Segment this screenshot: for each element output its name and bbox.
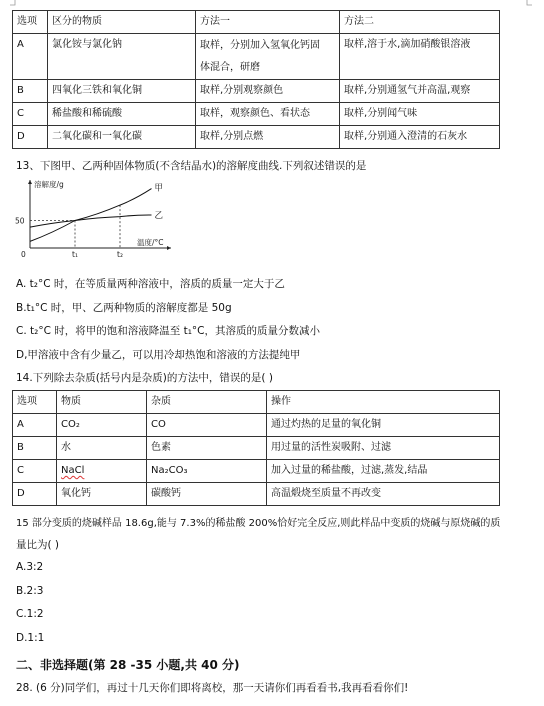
row-method-1: 取样，观察颜色、看状态 xyxy=(196,103,340,126)
row-option: D xyxy=(13,126,48,149)
row-method-1: 取样,分别点燃 xyxy=(196,126,340,149)
row-substance: 稀盐酸和稀硫酸 xyxy=(48,103,196,126)
y-axis-label: 溶解度/g xyxy=(34,180,64,189)
table-header-row xyxy=(13,11,500,34)
method-1-line-1: 取样，分别加入氢氧化钙固 xyxy=(200,39,320,51)
q15-option-c: C.1:2 xyxy=(16,608,44,620)
series-label-1: 乙 xyxy=(154,211,164,221)
y-tick-label: 50 xyxy=(15,216,25,226)
row-option: C xyxy=(13,103,48,126)
row-operation: 高温煅烧至质量不再改变 xyxy=(267,483,500,506)
table-row xyxy=(13,483,500,506)
section-2-heading: 二、非选择题(第 28 -35 小题,共 40 分) xyxy=(16,658,240,672)
row-method-2: 取样,分别通入澄清的石灰水 xyxy=(340,126,500,149)
row-substance: CO₂ xyxy=(57,414,147,437)
row-substance: 水 xyxy=(57,437,147,460)
crop-mark-right xyxy=(526,0,532,6)
q14-stem: 14.下列除去杂质(括号内是杂质)的方法中，错误的是( ) xyxy=(16,372,273,384)
header-impurity: 杂质 xyxy=(147,391,267,414)
q28-text: 28. (6 分)同学们，再过十几天你们即将离校，那一天请你们再看看书,我再看看你们! xyxy=(16,682,409,694)
q13-option-d: D,甲溶液中含有少量乙，可以用冷却热饱和溶液的方法提纯甲 xyxy=(16,349,301,361)
row-operation: 加入过量的稀盐酸，过滤,蒸发,结晶 xyxy=(267,460,500,483)
crop-mark-left xyxy=(10,0,16,6)
table-row xyxy=(13,34,500,80)
row-impurity: 碳酸钙 xyxy=(147,483,267,506)
method-1-line-2: 体混合，研磨 xyxy=(200,61,260,73)
row-option: C xyxy=(13,460,57,483)
row-impurity: 色素 xyxy=(147,437,267,460)
header-option: 选项 xyxy=(13,391,57,414)
row-substance xyxy=(57,460,147,483)
table-row xyxy=(13,460,500,483)
header-option: 选项 xyxy=(13,11,48,34)
origin-label: 0 xyxy=(21,250,26,259)
series-curve-1 xyxy=(30,215,152,227)
row-substance: 氧化钙 xyxy=(57,483,147,506)
x-axis-arrow xyxy=(167,246,171,250)
series-label-0: 甲 xyxy=(154,183,164,194)
row-substance: 二氧化碳和一氧化碳 xyxy=(48,126,196,149)
q15-option-d: D.1:1 xyxy=(16,632,45,644)
row-operation: 用过量的活性炭吸附、过滤 xyxy=(267,437,500,460)
row-impurity: Na₂CO₃ xyxy=(147,460,267,483)
nacl-text: NaCl xyxy=(61,465,85,476)
row-method-2: 取样,分别通氢气并高温,观察 xyxy=(340,80,500,103)
table-row xyxy=(13,126,500,149)
row-option: B xyxy=(13,80,48,103)
row-option: B xyxy=(13,437,57,460)
row-substance: 氯化铵与氯化钠 xyxy=(48,34,196,80)
table-row xyxy=(13,103,500,126)
header-substance: 物质 xyxy=(57,391,147,414)
x-tick-t1: t₁ xyxy=(72,250,78,259)
row-method-1 xyxy=(196,34,340,80)
header-method-2: 方法二 xyxy=(340,11,500,34)
x-tick-t2: t₂ xyxy=(117,250,123,259)
q15-stem-line-1: 15 部分变质的烧碱样品 18.6g,能与 7.3%的稀盐酸 200%恰好完全反应,则此样品中变质的烧碱与原烧碱的质 xyxy=(16,518,501,529)
header-operation: 操作 xyxy=(267,391,500,414)
q13-option-a: A. t₂°C 时，在等质量两种溶液中，溶质的质量一定大于乙 xyxy=(16,278,285,290)
table-row xyxy=(13,80,500,103)
q15-stem-line-2: 量比为( ) xyxy=(16,539,60,551)
row-method-2: 取样,分别闻气味 xyxy=(340,103,500,126)
y-axis-arrow xyxy=(28,180,32,184)
row-operation: 通过灼热的足量的氧化铜 xyxy=(267,414,500,437)
identification-table xyxy=(12,10,500,149)
x-axis-label: 温度/°C xyxy=(137,238,164,247)
header-substance: 区分的物质 xyxy=(48,11,196,34)
q13-stem: 13、下图甲、乙两种固体物质(不含结晶水)的溶解度曲线.下列叙述错误的是 xyxy=(16,160,367,172)
q15-option-a: A.3:2 xyxy=(16,561,44,573)
q13-option-b: B.t₁°C 时，甲、乙两种物质的溶解度都是 50g xyxy=(16,302,232,314)
row-method-1: 取样,分别观察颜色 xyxy=(196,80,340,103)
row-substance: 四氧化三铁和氧化铜 xyxy=(48,80,196,103)
row-option: A xyxy=(13,414,57,437)
q15-option-b: B.2:3 xyxy=(16,585,44,597)
table-row xyxy=(13,414,500,437)
table-row xyxy=(13,437,500,460)
row-impurity: CO xyxy=(147,414,267,437)
row-option: A xyxy=(13,34,48,80)
row-option: D xyxy=(13,483,57,506)
row-method-2: 取样,溶于水,滴加硝酸银溶液 xyxy=(340,34,500,80)
impurity-table xyxy=(12,390,500,506)
solubility-chart xyxy=(14,178,174,260)
header-method-1: 方法一 xyxy=(196,11,340,34)
table-header-row xyxy=(13,391,500,414)
q13-option-c: C. t₂°C 时，将甲的饱和溶液降温至 t₁°C，其溶质的质量分数减小 xyxy=(16,325,320,337)
